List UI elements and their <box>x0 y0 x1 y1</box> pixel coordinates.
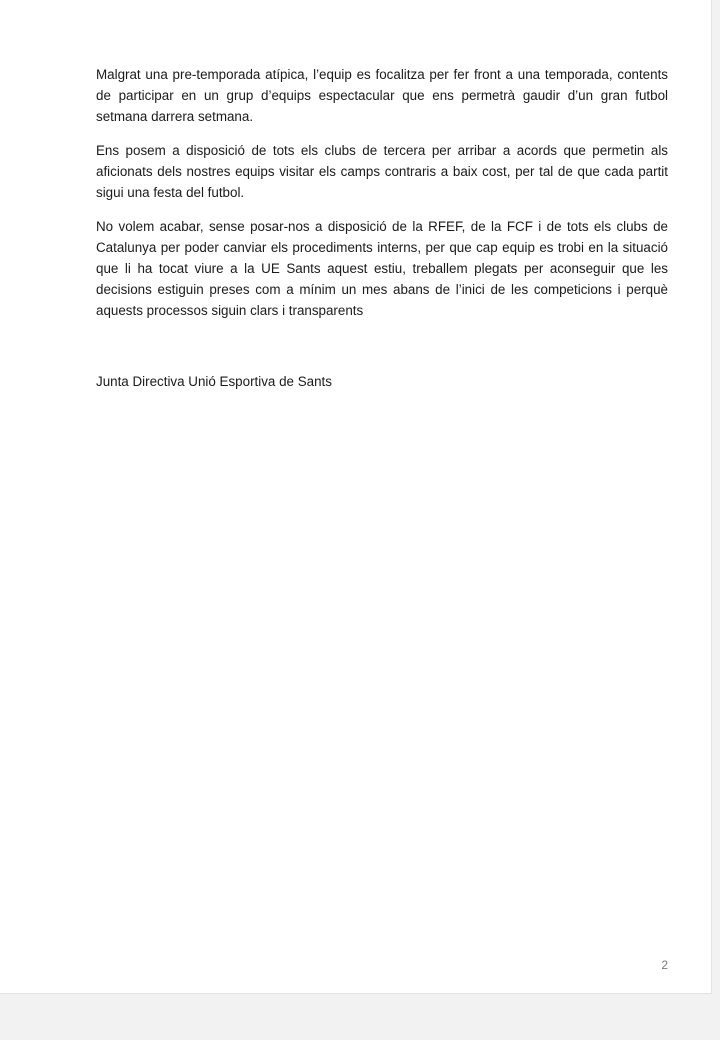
document-body <box>96 64 668 334</box>
paragraph-preseason: Malgrat una pre-temporada atípica, l’equip es focalitza per fer front a una temporada, contents de participar en un grup d’equips espectacular que ens permetrà gaudir d’un gran futbol setmana darrera setmana. <box>96 67 668 124</box>
paragraph-federation-request: No volem acabar, sense posar-nos a disposició de la RFEF, de la FCF i de tots els clubs de Catalunya per poder canviar els procediments interns, per que cap equip es trobi en la situació que li ha tocat viure a la UE Sants aquest estiu, treballem plegats per aconseguir que les decisions estiguin preses com a mínim un mes abans de l’inici de les competicions i perquè aquests processos siguin clars i transparents <box>96 219 668 318</box>
signature-line: Junta Directiva Unió Esportiva de Sants <box>96 374 332 389</box>
paragraph-clubs-agreements: Ens posem a disposició de tots els clubs de tercera per arribar a acords que permetin als aficionats dels nostres equips visitar els camps contraris a baix cost, per tal de que cada partit sigui una festa del futbol. <box>96 143 668 200</box>
page-number: 2 <box>661 958 668 972</box>
